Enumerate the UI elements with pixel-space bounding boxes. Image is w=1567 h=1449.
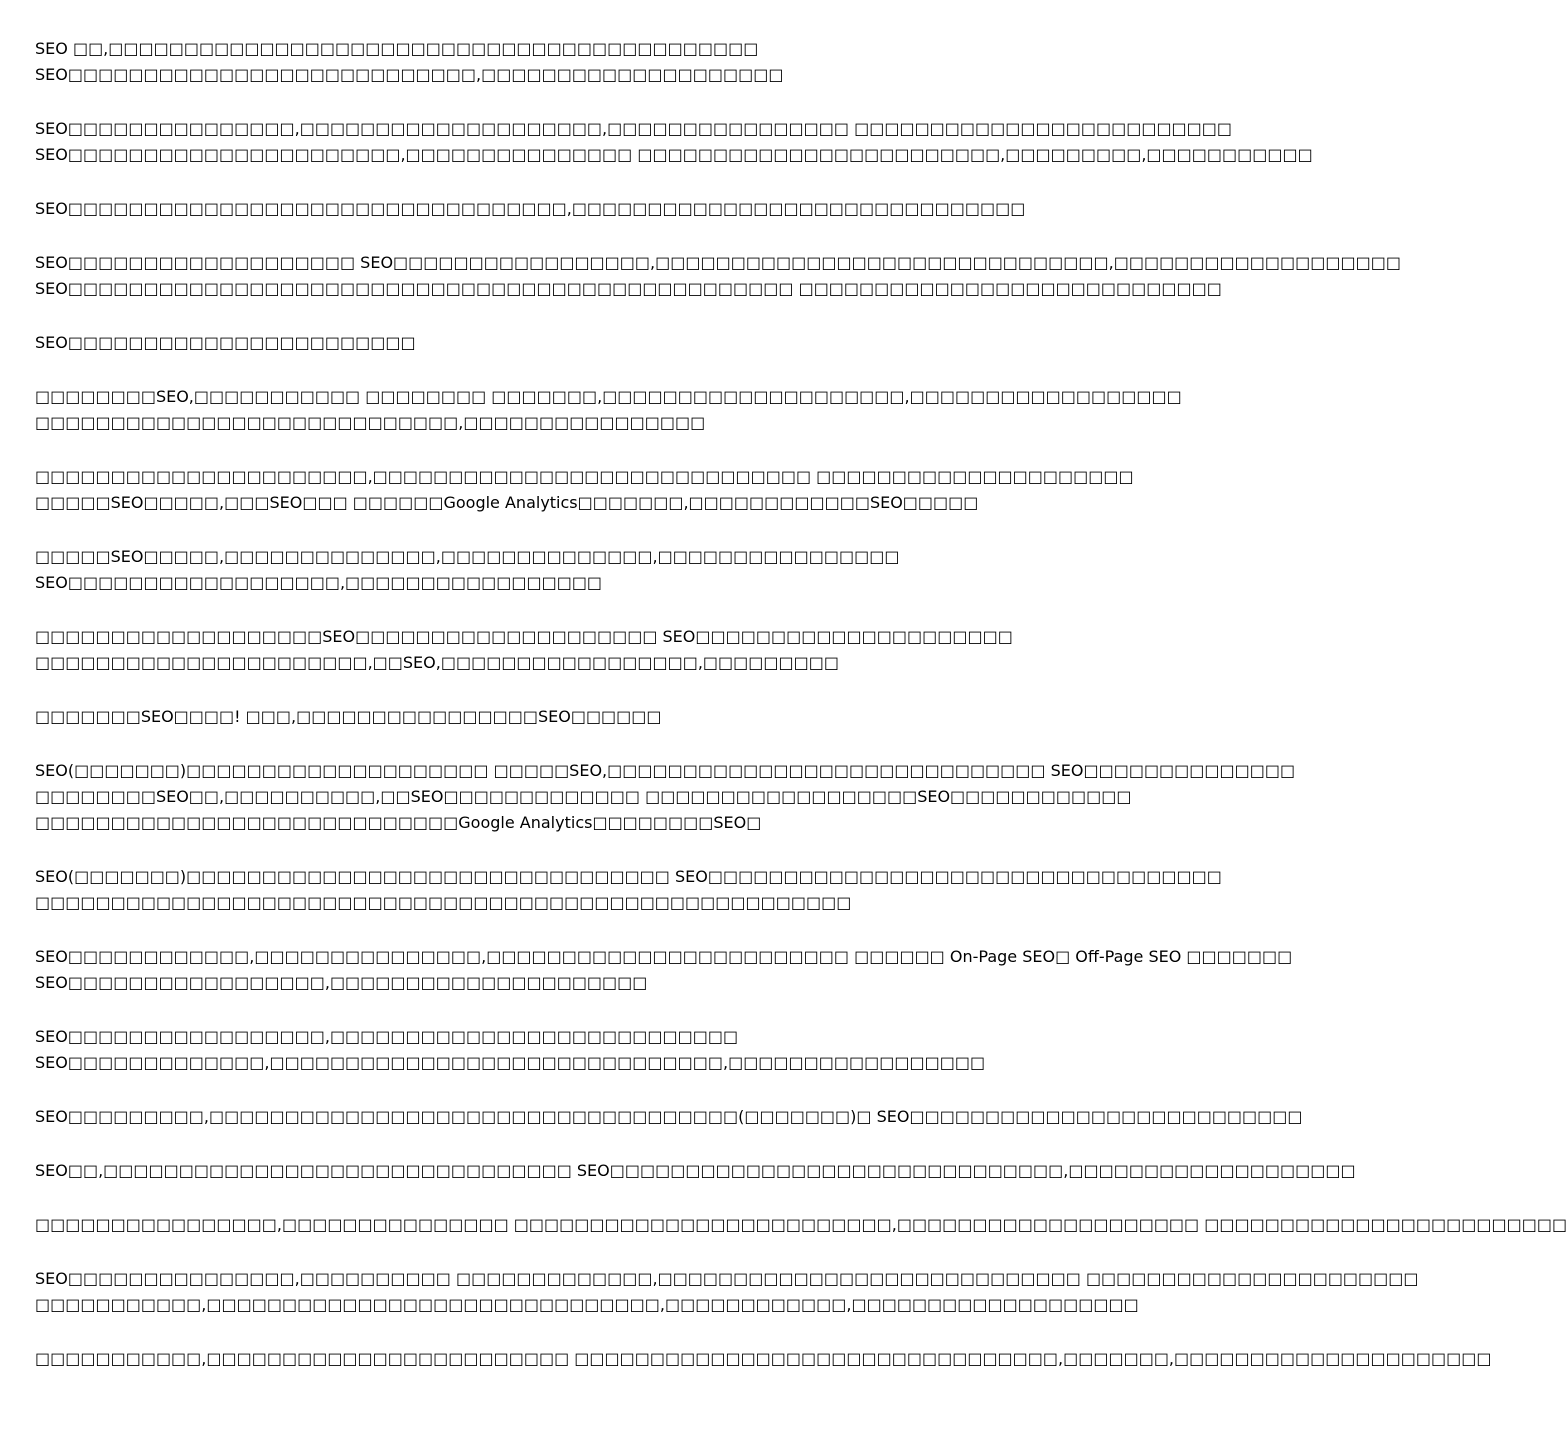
paragraph xyxy=(35,1346,1492,1372)
text-line: SEO□□□□□□□□□□□□□□□□□□,□□□□□□□□□□□□□□□□□ xyxy=(35,573,603,592)
paragraph xyxy=(35,1158,1356,1184)
text-line: SEO□□□□□□□□□□□□□□□□□□□ SEO□□□□□□□□□□□□□□□□□,□□□□□□□□□□□□□□□□□□□□□□□□□□□□□□,□□□□□□□□□□□□□□□□□□□ xyxy=(35,253,1401,272)
text-line: SEO□□□□□□□□□□□□□□□□□□□□□□,□□□□□□□□□□□□□□□ □□□□□□□□□□□□□□□□□□□□□□□□,□□□□□□□□□,□□□□□□□□□□□ xyxy=(35,145,1313,164)
paragraph xyxy=(35,1024,995,1076)
text-line: SEO□□□□□□□□□□□□□□□□□□□□□□□□□□□□□□□□□□□□□□□□□□□□□□□□ □□□□□□□□□□□□□□□□□□□□□□□□□□□□ xyxy=(35,279,1222,298)
text-line: □□□□□□□□□□□□□□□□□□□SEO□□□□□□□□□□□□□□□□□□□□ SEO□□□□□□□□□□□□□□□□□□□□□ xyxy=(35,627,1013,646)
paragraph xyxy=(35,1212,1567,1238)
text-line: □□□□□□□□□□□□□□□□□□□□□□□□□□□□□□□□□□□□□□□□□□□□□□□□□□□□□□ xyxy=(35,893,852,912)
text-line: SEO□□□□□□□□□□□□□,□□□□□□□□□□□□□□□□□□□□□□□□□□□□□□,□□□□□□□□□□□□□□□□□ xyxy=(35,1053,986,1072)
document-body xyxy=(35,36,1567,1400)
text-line: SEO □□,□□□□□□□□□□□□□□□□□□□□□□□□□□□□□□□□□□□□□□□□□□□ xyxy=(35,39,759,58)
text-line: SEO(□□□□□□□)□□□□□□□□□□□□□□□□□□□□ □□□□□SEO,□□□□□□□□□□□□□□□□□□□□□□□□□□□□□ SEO□□□□□□□□□□□□□□ xyxy=(35,761,1296,780)
text-line: □□□□□□□□□□□□□□□□□□□□□□,□□□□□□□□□□□□□□□□□□□□□□□□□□□□□ □□□□□□□□□□□□□□□□□□□□□ xyxy=(35,467,1134,486)
paragraph xyxy=(35,704,995,730)
text-line: □□□□□□□□□□□□□□□□□□□□□□□□□□□□,□□□□□□□□□□□□□□□□ xyxy=(35,413,706,432)
text-line: SEO□□□□□□□□□□□□□□□□□□□□□□□ xyxy=(35,333,416,352)
text-line: SEO□□□□□□□□□□□□□□□□□,□□□□□□□□□□□□□□□□□□□□□□□□□□□ xyxy=(35,1027,739,1046)
text-line: □□□□□□□SEO□□□□! □□□,□□□□□□□□□□□□□□□□SEO□□□□□□ xyxy=(35,707,662,726)
text-line: SEO□□□□□□□□□□□□□□□□□□□□□□□□□□□,□□□□□□□□□□□□□□□□□□□□ xyxy=(35,65,784,84)
paragraph xyxy=(35,330,995,356)
text-line: □□□□□□□□□□□□□□□□□□□□□□,□□SEO,□□□□□□□□□□□□□□□□□,□□□□□□□□□ xyxy=(35,653,839,672)
text-line: □□□□□□□□□□□,□□□□□□□□□□□□□□□□□□□□□□□□□□□□□□,□□□□□□□□□□□□,□□□□□□□□□□□□□□□□□□□ xyxy=(35,1295,1139,1314)
text-line: SEO(□□□□□□□)□□□□□□□□□□□□□□□□□□□□□□□□□□□□□□□□ SEO□□□□□□□□□□□□□□□□□□□□□□□□□□□□□□□□□□ xyxy=(35,867,1222,886)
text-line: SEO□□□□□□□□□,□□□□□□□□□□□□□□□□□□□□□□□□□□□□□□□□□□□(□□□□□□□)□ SEO□□□□□□□□□□□□□□□□□□□□□□□□□□ xyxy=(35,1107,1303,1126)
paragraph xyxy=(35,1266,1419,1318)
text-line: SEO□□□□□□□□□□□□□□□□□□□□□□□□□□□□□□□□□,□□□□□□□□□□□□□□□□□□□□□□□□□□□□□□ xyxy=(35,199,1026,218)
paragraph xyxy=(35,116,1313,168)
text-line: □□□□□□□□□□□□□□□□,□□□□□□□□□□□□□□□ □□□□□□□□□□□□□□□□□□□□□□□□□,□□□□□□□□□□□□□□□□□□□□ □□□□□□□□□□□□□□□□□□□□□□□□ xyxy=(35,1215,1567,1234)
paragraph xyxy=(35,196,1026,222)
text-line: SEO□□,□□□□□□□□□□□□□□□□□□□□□□□□□□□□□□□ SEO□□□□□□□□□□□□□□□□□□□□□□□□□□□□□□,□□□□□□□□□□□□□□□□□□□ xyxy=(35,1161,1356,1180)
text-line: SEO□□□□□□□□□□□□□□□□□,□□□□□□□□□□□□□□□□□□□□□ xyxy=(35,973,648,992)
text-line: □□□□□SEO□□□□□,□□□SEO□□□ □□□□□□Google Analytics□□□□□□□,□□□□□□□□□□□□SEO□□□□□ xyxy=(35,493,979,512)
paragraph xyxy=(35,1104,1303,1130)
paragraph xyxy=(35,864,1222,916)
text-line: □□□□□SEO□□□□□,□□□□□□□□□□□□□□,□□□□□□□□□□□□□□,□□□□□□□□□□□□□□□□ xyxy=(35,547,900,566)
paragraph xyxy=(35,944,1293,996)
paragraph xyxy=(35,384,1182,436)
text-line: □□□□□□□□SEO□□,□□□□□□□□□□,□□SEO□□□□□□□□□□□□□ □□□□□□□□□□□□□□□□□□SEO□□□□□□□□□□□□ xyxy=(35,787,1132,806)
paragraph xyxy=(35,758,1296,836)
text-line: □□□□□□□□SEO,□□□□□□□□□□□ □□□□□□□□ □□□□□□□,□□□□□□□□□□□□□□□□□□□□,□□□□□□□□□□□□□□□□□□ xyxy=(35,387,1182,406)
paragraph xyxy=(35,464,1134,516)
text-line: □□□□□□□□□□□□□□□□□□□□□□□□□□□□Google Analytics□□□□□□□□SEO□ xyxy=(35,813,762,832)
text-line: SEO□□□□□□□□□□□□□□□,□□□□□□□□□□□□□□□□□□□□,□□□□□□□□□□□□□□□□ □□□□□□□□□□□□□□□□□□□□□□□□□ xyxy=(35,119,1233,138)
text-line: SEO□□□□□□□□□□□□,□□□□□□□□□□□□□□□,□□□□□□□□□□□□□□□□□□□□□□□□ □□□□□□ On-Page SEO□ Off-Page SEO □□□□□□□ xyxy=(35,947,1293,966)
text-line: □□□□□□□□□□□,□□□□□□□□□□□□□□□□□□□□□□□□ □□□□□□□□□□□□□□□□□□□□□□□□□□□□□□□□,□□□□□□□,□□□□□□□□□□□□□□□□□□□□□ xyxy=(35,1349,1492,1368)
paragraph xyxy=(35,36,995,88)
paragraph xyxy=(35,624,1013,676)
text-line: SEO□□□□□□□□□□□□□□□,□□□□□□□□□□ □□□□□□□□□□□□□,□□□□□□□□□□□□□□□□□□□□□□□□□□□□ □□□□□□□□□□□□□□□□□□□□□□ xyxy=(35,1269,1419,1288)
paragraph xyxy=(35,544,995,596)
paragraph xyxy=(35,250,1401,302)
